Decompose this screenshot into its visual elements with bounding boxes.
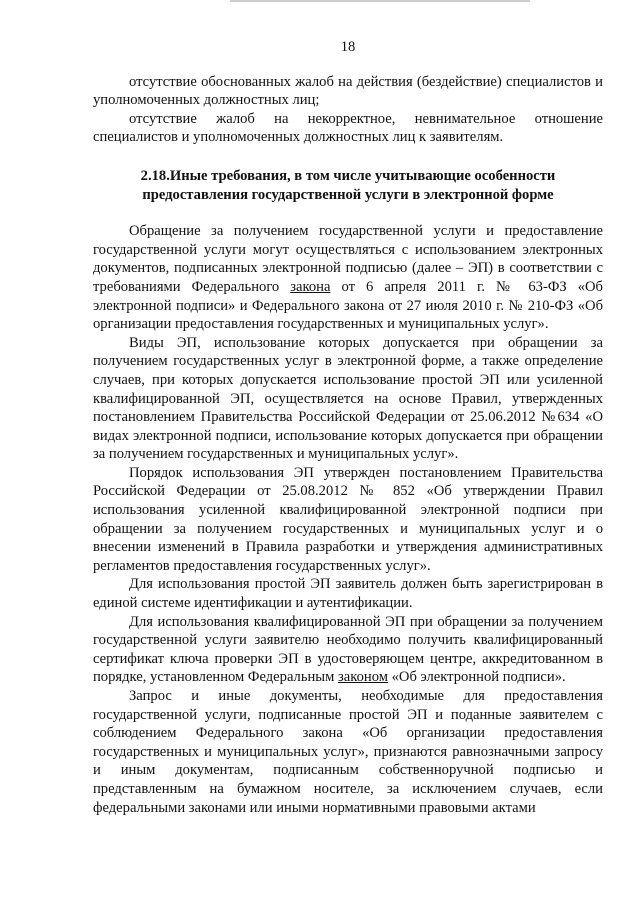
page-number: 18 bbox=[340, 39, 356, 55]
paragraph-request-documents: Запрос и иные документы, необходимые для предоставления государственной услуги, подписанные простой ЭП и поданные заявителем с соблюдением Федерального закона «Об организации предоставления государственных и муниципальных услуг», признаются равнозначными запросу и иным документам, подписанным собственноручной подписью и представленным на бумажном носителе, за исключением случаев, если федеральными законами или иными нормативными правовыми актами bbox=[93, 688, 603, 816]
paragraph-qualified-signature: Для использования квалифицированной ЭП при обращении за получением государственной услуги заявителю необходимо получить квалифицированный сертификат ключа проверки ЭП в удостоверяющем центре, аккредитованном в порядке, установленном Федеральным законом «Об электронной подписи». bbox=[93, 613, 603, 686]
document-page bbox=[93, 38, 603, 817]
paragraph-simple-signature: Для использования простой ЭП заявитель должен быть зарегистрирован в единой системе идентификации и аутентификации. bbox=[93, 576, 603, 612]
scan-top-edge bbox=[230, 0, 530, 2]
section-heading: 2.18.Иные требования, в том числе учитывающие особенности предоставления государственной услуги в электронной форме bbox=[140, 167, 556, 203]
paragraph-electronic-documents: Обращение за получением государственной услуги и предоставление государственной услуги могут осуществляться с использованием электронных документов, подписанных электронной подписью (далее – ЭП) в соответствии с требованиями Федерального закона от 6 апреля 2011 г. № 63-ФЗ «Об электронной подписи» и Федерального закона от 27 июля 2010 г. № 210-ФЗ «Об организации предоставления государственных и муниципальных услуг». bbox=[93, 223, 603, 333]
law-link[interactable]: законом bbox=[338, 669, 388, 686]
law-link[interactable]: закона bbox=[290, 278, 331, 295]
paragraph-signature-procedure: Порядок использования ЭП утвержден постановлением Правительства Российской Федерации от 25.08.2012 № 852 «Об утверждении Правил использования усиленной квалифицированной электронной подписи при обращении за получением государственных и муниципальных услуг и о внесении изменений в Правила разработки и утверждения административных регламентов предоставления государственных услуг». bbox=[93, 464, 603, 574]
paragraph-no-complaints-conduct: отсутствие жалоб на некорректное, невнимательное отношение специалистов и уполномоченных должностных лиц к заявителям. bbox=[93, 110, 603, 146]
paragraph-types-of-signature: Виды ЭП, использование которых допускается при обращении за получением государственных услуг в электронной форме, а также определение случаев, при которых допускается использование простой ЭП или усиленной квалифицированной ЭП, осуществляется на основе Правил, утвержденных постановлением Правительства Российской Федерации от 25.06.2012 №634 «О видах электронной подписи, использование которых допускается при обращении за получением государственных и муниципальных услуг». bbox=[93, 334, 603, 463]
paragraph-no-justified-complaints: отсутствие обоснованных жалоб на действия (бездействие) специалистов и уполномоченных должностных лиц; bbox=[93, 73, 603, 109]
